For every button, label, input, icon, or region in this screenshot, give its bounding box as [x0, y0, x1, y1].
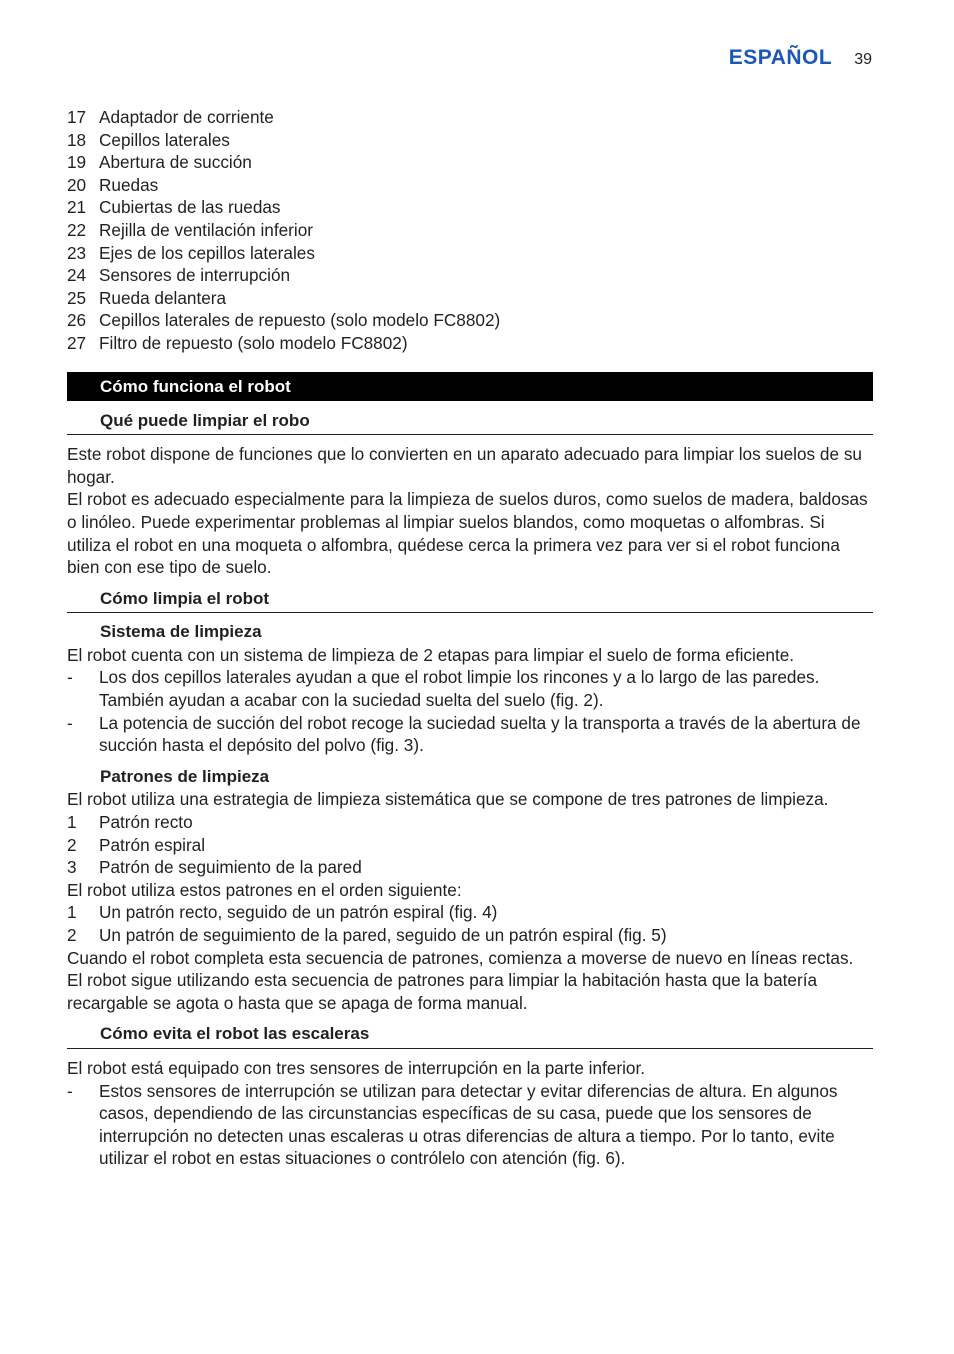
subsection-heading-how-cleans: Cómo limpia el robot — [67, 588, 873, 614]
heading-cleaning-system: Sistema de limpieza — [100, 622, 262, 642]
item-number: 25 — [67, 287, 87, 308]
item-number: 1 — [67, 812, 77, 833]
bullet-marker: - — [67, 667, 73, 688]
item-text: Rueda delantera — [99, 287, 227, 308]
paragraph: El robot es adecuado especialmente para la limpieza de suelos duros, como suelos de madera, baldosas o linóleo. Puede experimentar problemas al limpiar suelos blandos, como moquetas o alfombras. Si utiliza el robot en una moqueta o alfombra, quédese cerca la primera vez para ver si el robot funciona bien con ese tipo de suelo. — [67, 489, 868, 578]
list-item — [67, 811, 873, 834]
bullet-marker: - — [67, 1080, 73, 1101]
list-item — [67, 106, 873, 129]
paragraph: El robot utiliza estos patrones en el orden siguiente: — [67, 879, 462, 900]
parts-list — [67, 106, 873, 355]
item-number: 20 — [67, 174, 87, 195]
list-item — [67, 151, 873, 174]
item-number: 22 — [67, 219, 87, 240]
list-item — [67, 309, 873, 332]
item-number: 21 — [67, 197, 87, 218]
item-text: Rejilla de ventilación inferior — [99, 219, 313, 240]
item-number: 27 — [67, 332, 87, 353]
list-item — [67, 287, 873, 310]
paragraph: El robot utiliza una estrategia de limpieza sistemática que se compone de tres patrones de limpieza. — [67, 789, 829, 810]
item-number: 24 — [67, 265, 87, 286]
bullet-text: Los dos cepillos laterales ayudan a que el robot limpie los rincones y a lo largo de las paredes. También ayudan a acabar con la suciedad suelta del suelo (fig. 2). — [99, 667, 820, 711]
list-item — [67, 219, 873, 242]
item-number: 17 — [67, 107, 87, 127]
subsection-heading-stairs: Cómo evita el robot las escaleras — [67, 1023, 873, 1049]
bullet-text: Estos sensores de interrupción se utilizan para detectar y evitar diferencias de altura. En algunos casos, dependiendo de las circunstancias específicas de su casa, puede que los sensores de interrupción no detecten unas escaleras u otras diferencias de altura a tiempo. Por lo tanto, evite utilizar el robot en estas situaciones o contrólelo con atención (fig. 6). — [99, 1080, 838, 1169]
list-item — [67, 196, 873, 219]
bullet-item — [67, 1080, 873, 1170]
list-item — [67, 174, 873, 197]
paragraph: Cuando el robot completa esta secuencia de patrones, comienza a moverse de nuevo en líneas rectas. El robot sigue utilizando esta secuencia de patrones para limpiar la habitación hasta que la batería recargable se agota o hasta que se apaga de forma manual. — [67, 947, 854, 1013]
item-text: Abertura de succión — [99, 152, 252, 173]
bullet-item — [67, 666, 873, 711]
bullet-marker: - — [67, 712, 73, 733]
item-text: Patrón de seguimiento de la pared — [99, 857, 362, 878]
item-number: 18 — [67, 129, 87, 150]
list-item — [67, 332, 873, 355]
item-text: Cepillos laterales de repuesto (solo modelo FC8802) — [99, 310, 501, 331]
list-item — [67, 924, 873, 947]
item-number: 26 — [67, 310, 87, 331]
section-title-band: Cómo funciona el robot — [67, 372, 873, 401]
item-text: Un patrón de seguimiento de la pared, seguido de un patrón espiral (fig. 5) — [99, 925, 667, 945]
paragraph: El robot está equipado con tres sensores de interrupción en la parte inferior. — [67, 1057, 646, 1078]
item-text: Ruedas — [99, 174, 159, 195]
item-number: 2 — [67, 834, 77, 855]
item-text: Cepillos laterales — [99, 129, 230, 150]
item-number: 2 — [67, 925, 77, 945]
list-item — [67, 856, 873, 879]
list-item — [67, 901, 873, 924]
subsection-heading-what-cleans: Qué puede limpiar el robo — [67, 410, 873, 436]
item-text: Patrón espiral — [99, 834, 206, 855]
item-text: Cubiertas de las ruedas — [99, 197, 281, 218]
item-number: 23 — [67, 242, 87, 263]
item-number: 1 — [67, 902, 77, 923]
item-text: Filtro de repuesto (solo modelo FC8802) — [99, 332, 408, 353]
item-text: Ejes de los cepillos laterales — [99, 242, 315, 263]
list-item — [67, 129, 873, 152]
item-number: 19 — [67, 152, 87, 173]
paragraph: El robot cuenta con un sistema de limpieza de 2 etapas para limpiar el suelo de forma eficiente. — [67, 644, 795, 665]
bullet-item — [67, 712, 873, 757]
list-item — [67, 242, 873, 265]
list-item — [67, 834, 873, 857]
list-item — [67, 264, 873, 287]
item-text: Sensores de interrupción — [99, 265, 291, 286]
item-text: Un patrón recto, seguido de un patrón espiral (fig. 4) — [99, 902, 498, 923]
language-label: ESPAÑOL — [728, 46, 833, 69]
page-number: 39 — [854, 51, 872, 68]
page-header — [729, 46, 872, 70]
bullet-text: La potencia de succión del robot recoge la suciedad suelta y la transporta a través de la abertura de succión hasta el depósito del polvo (fig. 3). — [99, 712, 861, 756]
page-content — [67, 106, 873, 1170]
item-text: Patrón recto — [99, 812, 193, 833]
paragraph: Este robot dispone de funciones que lo convierten en un aparato adecuado para limpiar los suelos de su hogar. — [67, 444, 862, 487]
item-number: 3 — [67, 857, 77, 878]
item-text: Adaptador de corriente — [99, 107, 274, 127]
heading-cleaning-patterns: Patrones de limpieza — [100, 766, 270, 786]
